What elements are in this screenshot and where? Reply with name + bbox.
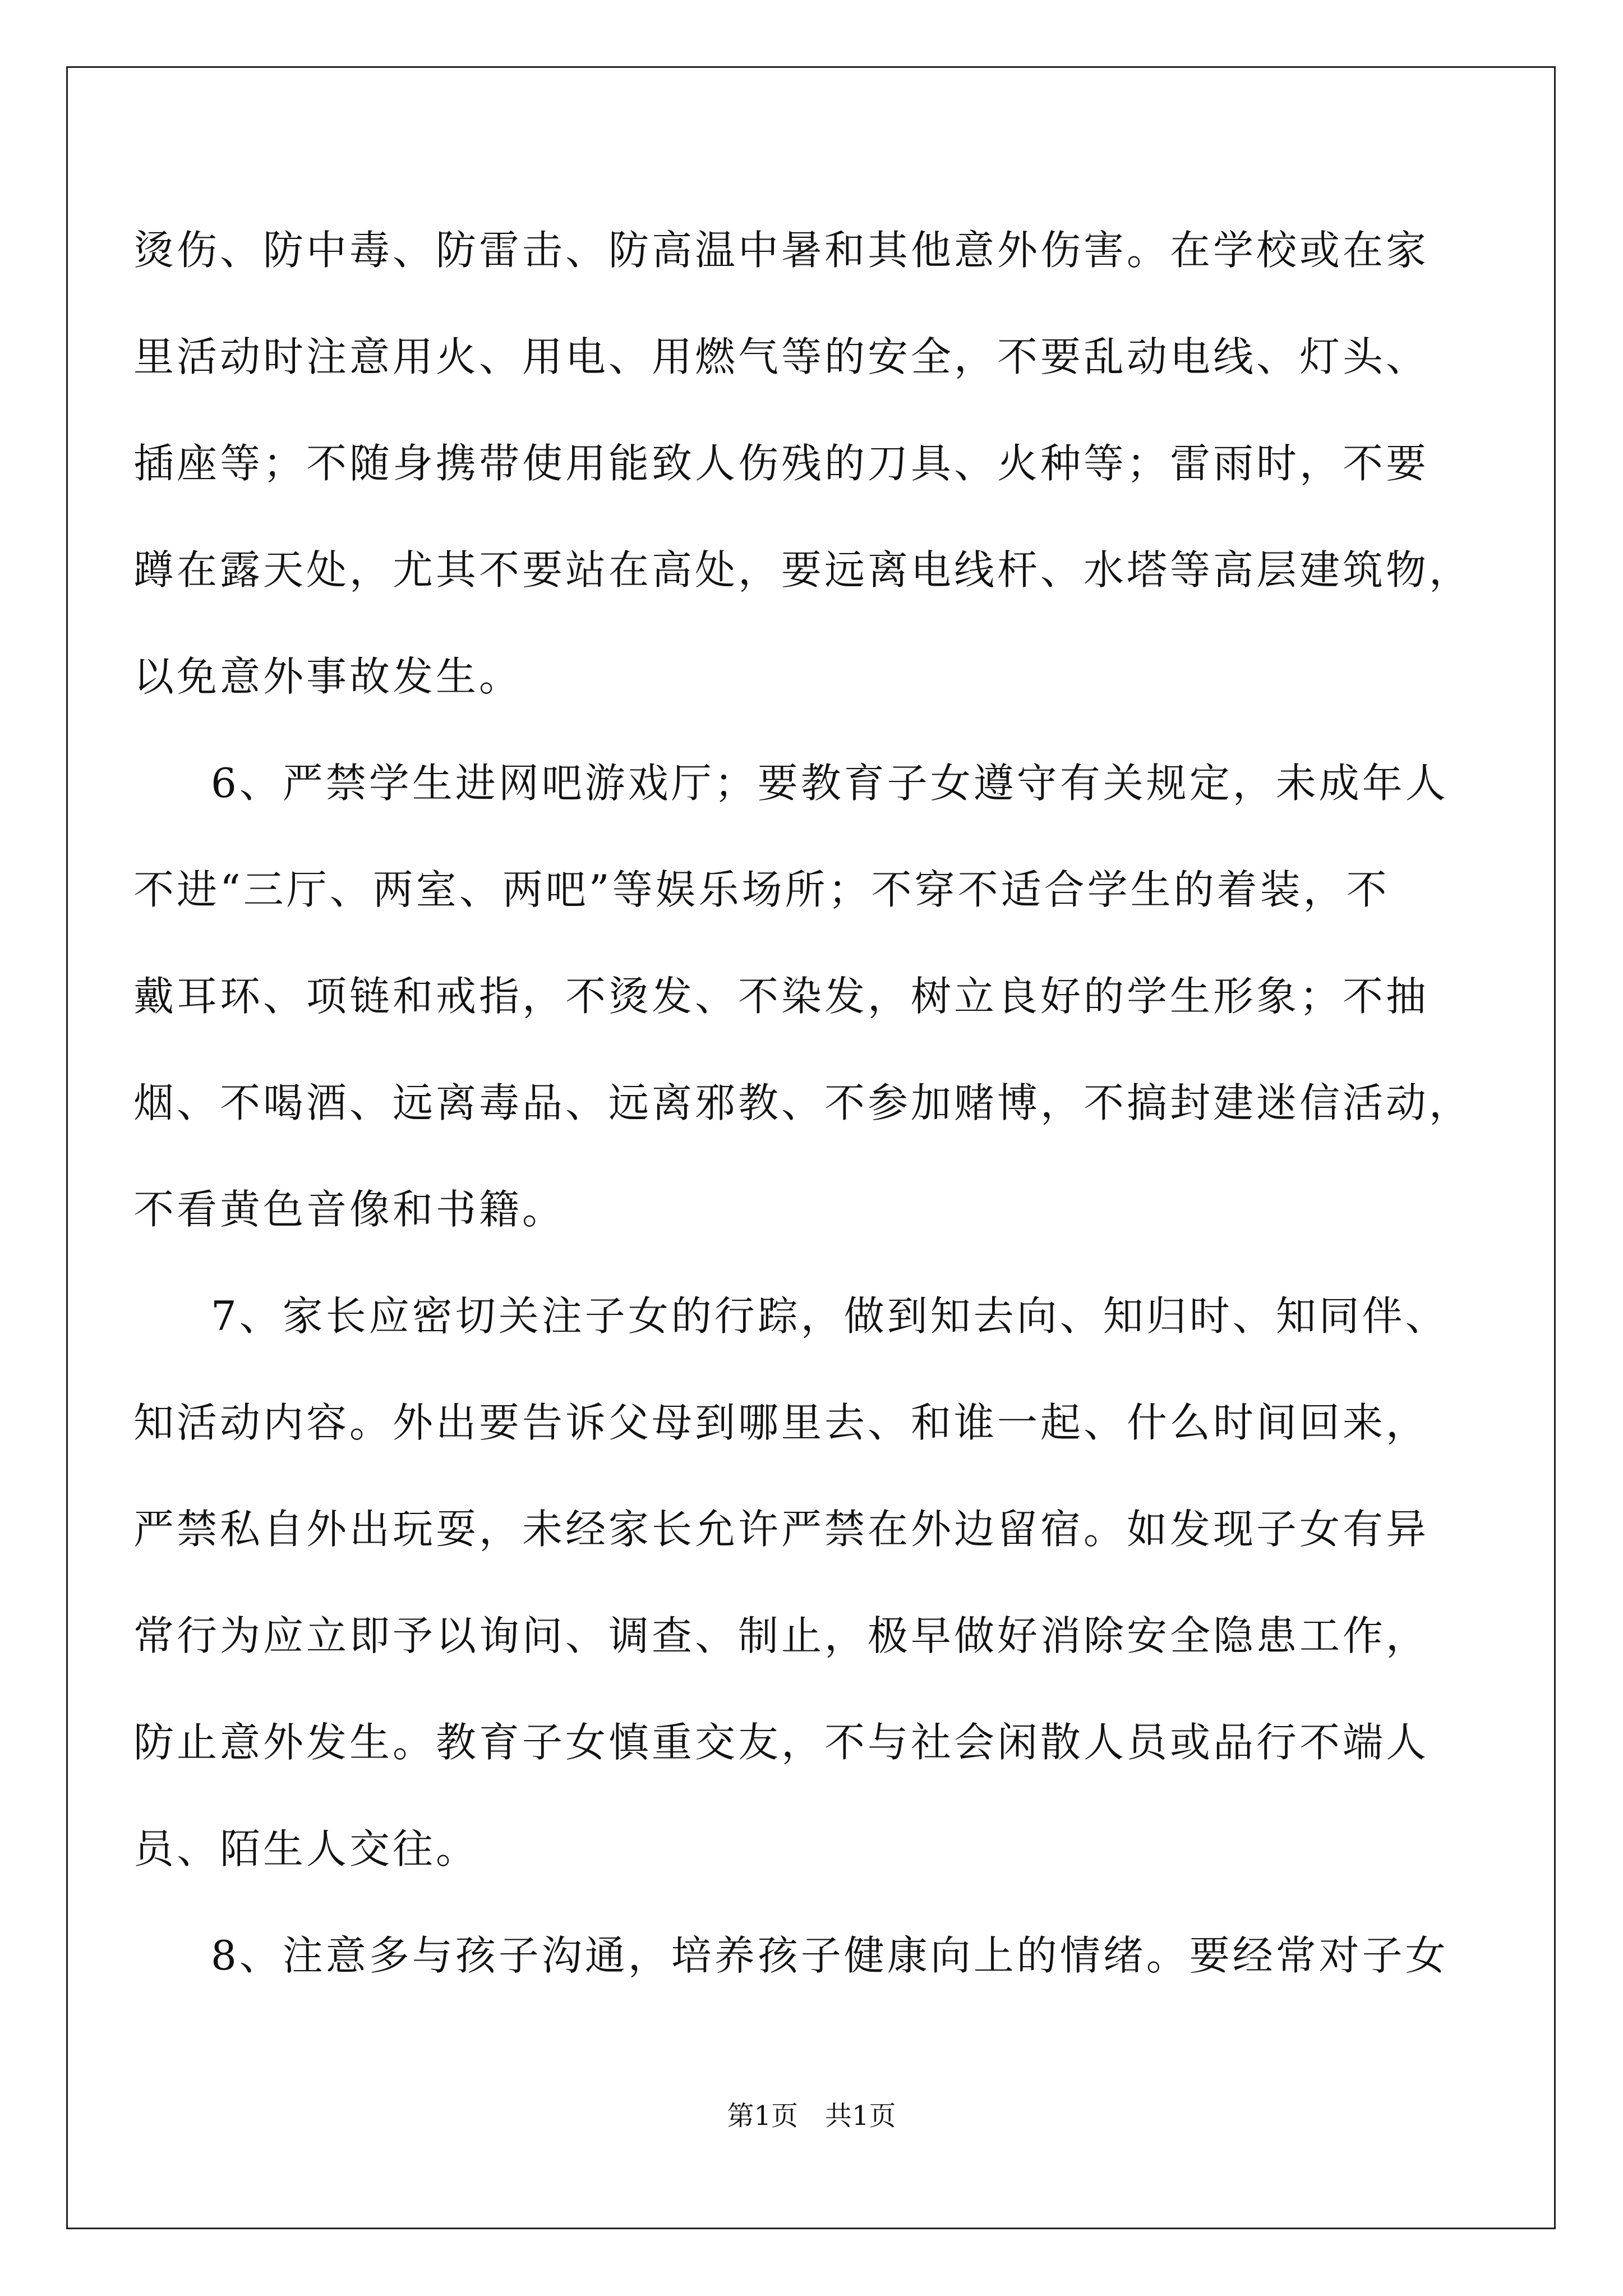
paragraph-line: 7、家长应密切关注子女的行踪，做到知去向、知归时、知同伴、 <box>211 1292 1449 1340</box>
paragraph-line: 6、严禁学生进网吧游戏厅；要教育子女遵守有关规定，未成年人 <box>211 760 1449 807</box>
paragraph-line: 知活动内容。外出要告诉父母到哪里去、和谁一起、什么时间回来， <box>133 1399 1430 1446</box>
paragraph-line: 蹲在露天处，尤其不要站在高处，要远离电线杆、水塔等高层建筑物， <box>133 546 1473 593</box>
paragraph-line: 里活动时注意用火、用电、用燃气等的安全，不要乱动电线、灯头、 <box>133 333 1430 380</box>
paragraph-line: 不进“三厅、两室、两吧”等娱乐场所；不穿不适合学生的着装，不 <box>133 866 1390 913</box>
paragraph-line: 戴耳环、项链和戒指，不烫发、不染发，树立良好的学生形象；不抽 <box>133 973 1430 1020</box>
paragraph-line: 烟、不喝酒、远离毒品、远离邪教、不参加赌博，不搞封建迷信活动， <box>133 1079 1473 1126</box>
page-footer: 第1页 共1页 <box>727 2100 896 2132</box>
paragraph-line: 以免意外事故发生。 <box>133 653 523 700</box>
paragraph-line: 严禁私自外出玩耍，未经家长允许严禁在外边留宿。如发现子女有异 <box>133 1506 1430 1553</box>
paragraph-line: 员、陌生人交往。 <box>133 1825 479 1872</box>
paragraph-line: 常行为应立即予以询问、调查、制止，极早做好消除安全隐患工作， <box>133 1612 1430 1659</box>
paragraph-line: 防止意外发生。教育子女慎重交友，不与社会闲散人员或品行不端人 <box>133 1719 1430 1766</box>
paragraph-line: 烫伤、防中毒、防雷击、防高温中暑和其他意外伤害。在学校或在家 <box>133 227 1430 274</box>
paragraph-line: 插座等；不随身携带使用能致人伤残的刀具、火种等；雷雨时，不要 <box>133 440 1430 487</box>
paragraph-line: 8、注意多与孩子沟通，培养孩子健康向上的情绪。要经常对子女 <box>211 1932 1449 1979</box>
page-border <box>66 66 1556 2229</box>
paragraph-line: 不看黄色音像和书籍。 <box>133 1186 566 1233</box>
